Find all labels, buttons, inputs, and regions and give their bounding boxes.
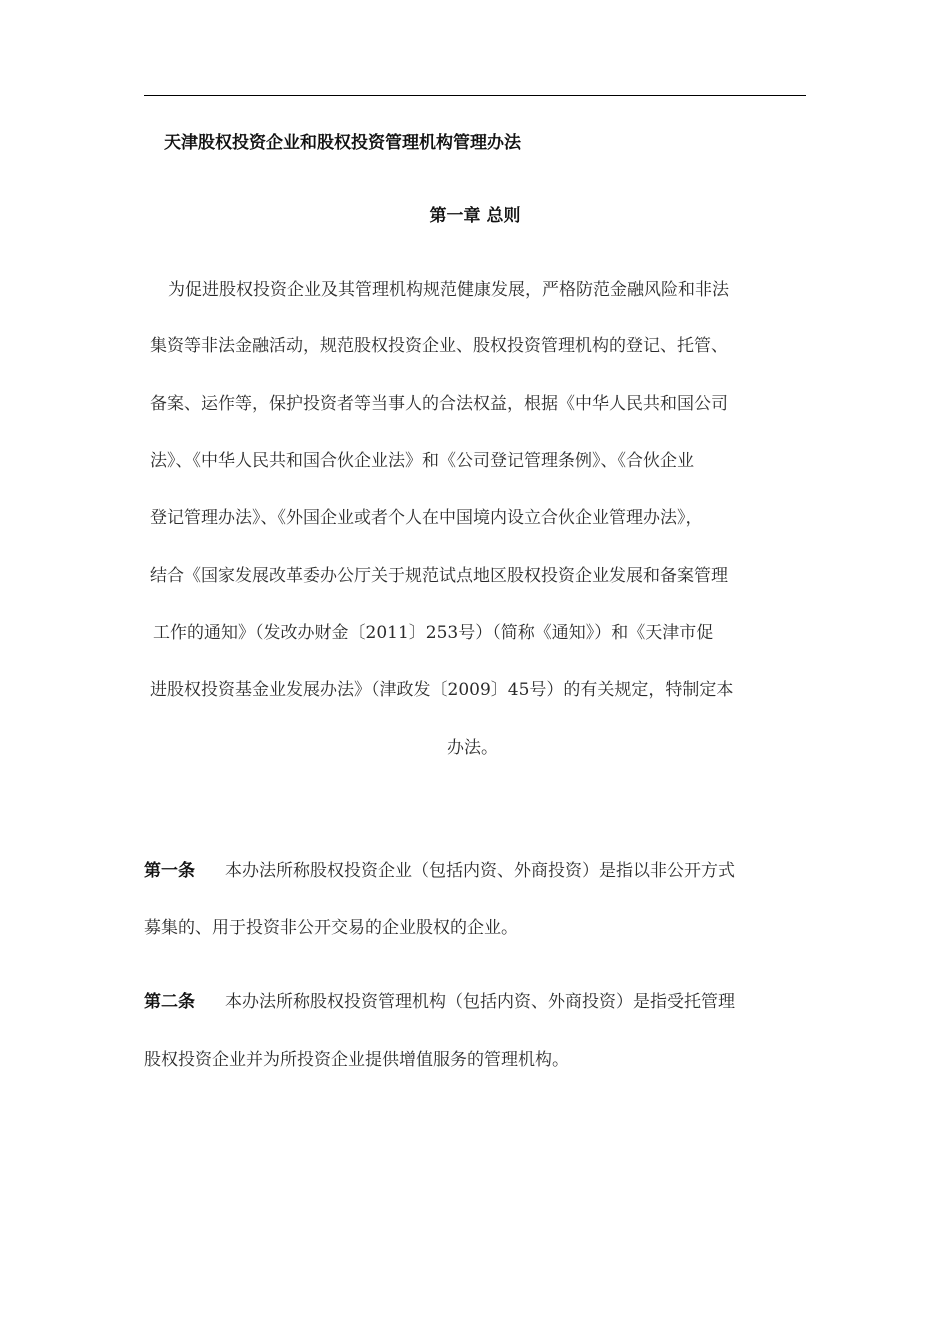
preamble-line: 备案、运作等，保护投资者等当事人的合法权益，根据《中华人民共和国公司 [150, 394, 728, 414]
article-line: 股权投资企业并为所投资企业提供增值服务的管理机构。 [144, 1050, 569, 1070]
preamble-line: 法》、《中华人民共和国合伙企业法》和《公司登记管理条例》、《合伙企业 [150, 451, 694, 471]
preamble-line: 登记管理办法》、《外国企业或者个人在中国境内设立合伙企业管理办法》， [150, 508, 703, 528]
article-line [144, 989, 735, 1015]
article-text: 本办法所称股权投资企业（包括内资、外商投资）是指以非公开方式 [225, 861, 735, 881]
preamble-line: 结合《国家发展改革委办公厅关于规范试点地区股权投资企业发展和备案管理 [150, 566, 728, 586]
preamble-line: 集资等非法金融活动，规范股权投资企业、股权投资管理机构的登记、托管、 [150, 336, 728, 356]
article-line: 募集的、用于投资非公开交易的企业股权的企业。 [144, 918, 518, 938]
article-line [144, 858, 735, 884]
article-label: 第一条 [144, 861, 195, 881]
article-text: 本办法所称股权投资管理机构（包括内资、外商投资）是指受托管理 [225, 992, 735, 1012]
preamble-line: 为促进股权投资企业及其管理机构规范健康发展，严格防范金融风险和非法 [168, 280, 729, 300]
preamble-line: 进股权投资基金业发展办法》（津政发〔2009〕45号）的有关规定，特制定本 [150, 680, 734, 700]
preamble-line: 办法。 [447, 738, 498, 758]
header-rule [144, 95, 806, 96]
preamble-line: 工作的通知》（发改办财金〔2011〕253号）（简称《通知》）和《天津市促 [153, 623, 714, 643]
article-label: 第二条 [144, 992, 195, 1012]
chapter-heading: 第一章 总则 [429, 206, 521, 226]
document-title: 天津股权投资企业和股权投资管理机构管理办法 [164, 133, 521, 153]
